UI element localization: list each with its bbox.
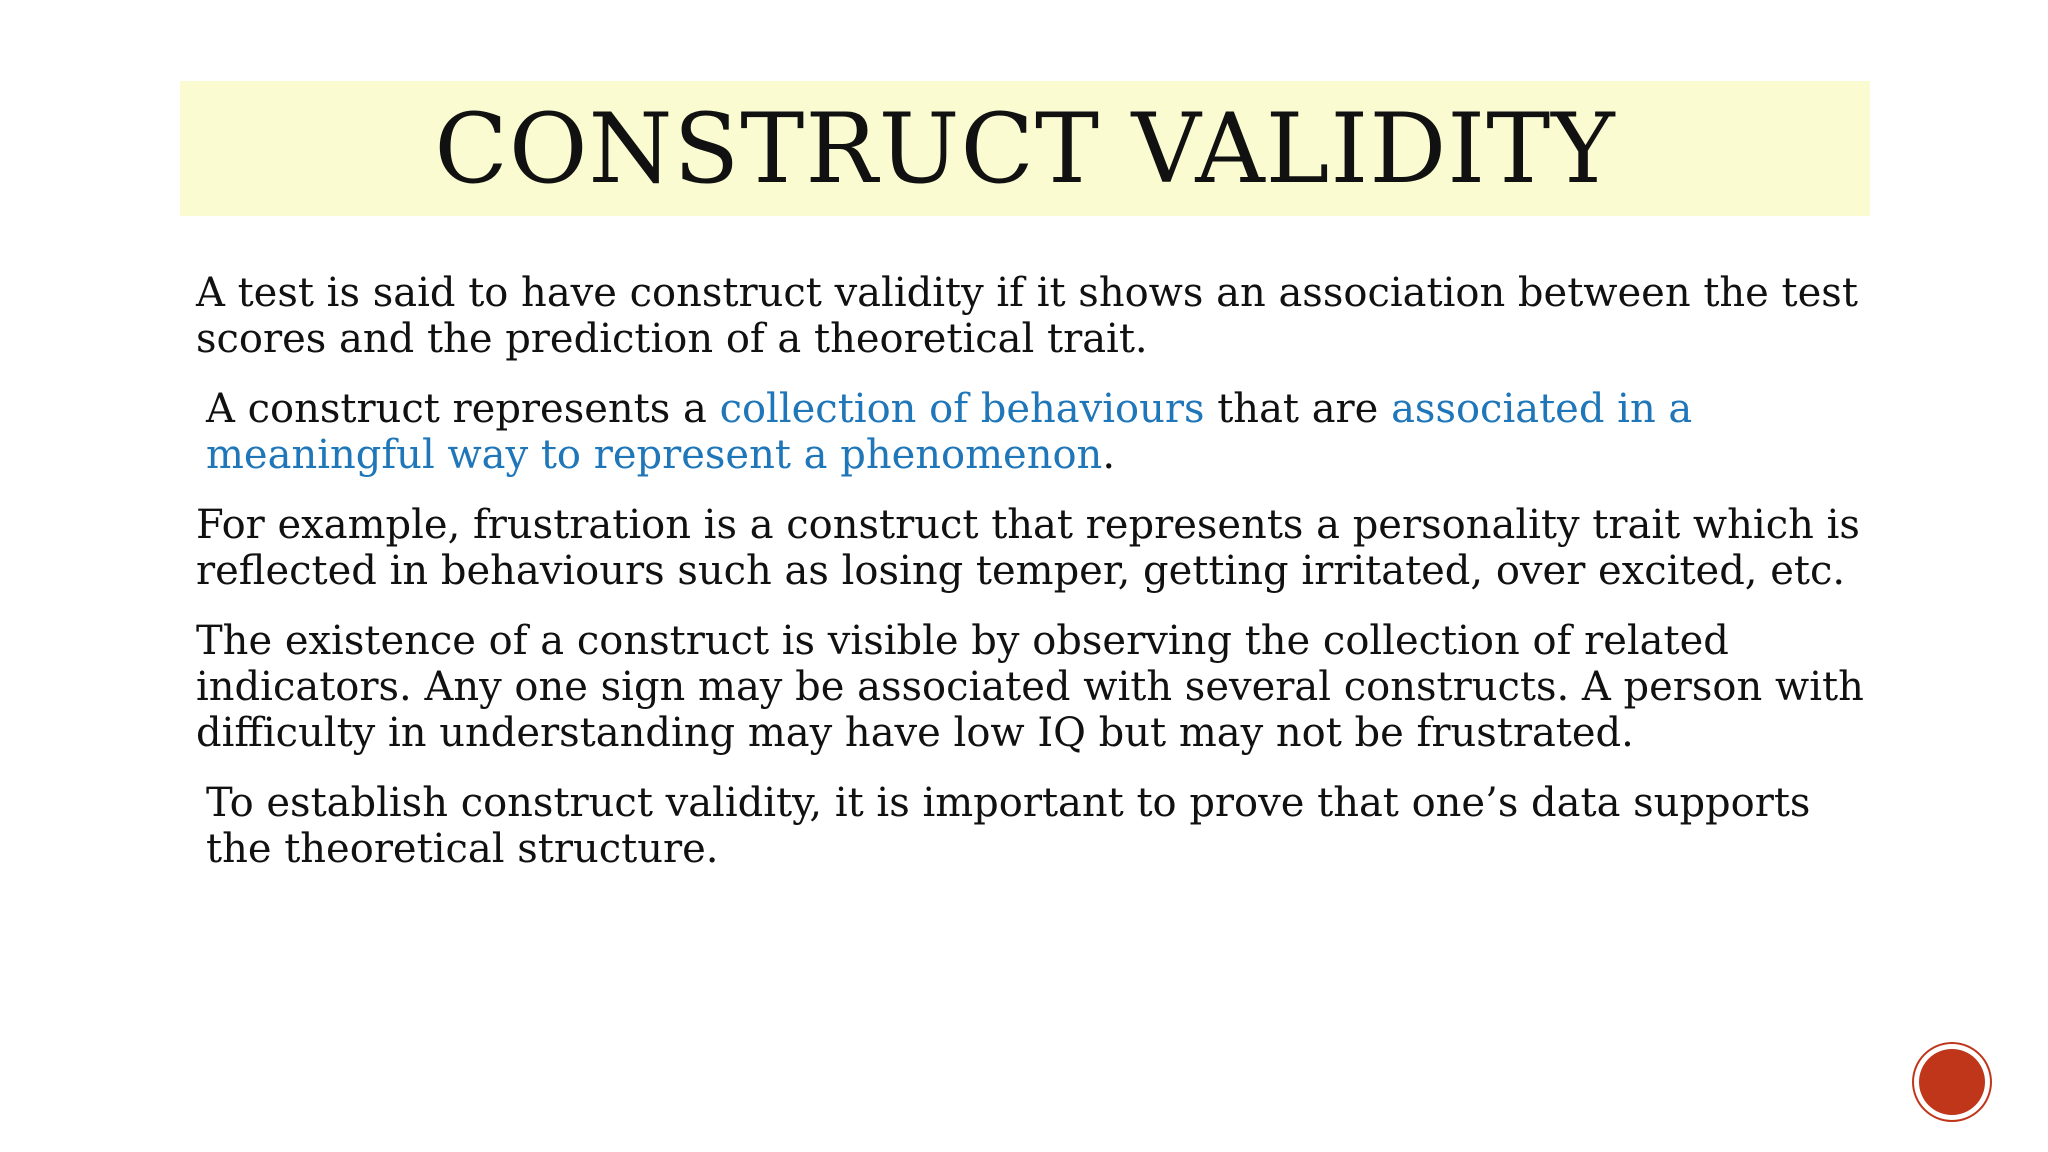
paragraph-construct-text: A construct represents a: [206, 386, 720, 432]
paragraph-establish: To establish construct validity, it is important to prove that one’s data supports the theoretical structure.: [206, 780, 1811, 872]
paragraph-construct-period: .: [1102, 432, 1116, 478]
next-slide-button[interactable]: [1914, 1044, 1990, 1120]
paragraph-definition: A test is said to have construct validity if it shows an association between the test scores and the prediction of a theoretical trait.: [196, 270, 1858, 362]
paragraph-construct-text: that are: [1204, 386, 1392, 432]
title-band: [180, 81, 1870, 216]
paragraph-construct: [196, 386, 1886, 478]
highlight-meaningful-phenomenon: associated in a meaningful way to represent a phenomenon: [206, 386, 1693, 478]
paragraph-existence: The existence of a construct is visible by observing the collection of related indicators. Any one sign may be associated with several constructs. A person with difficulty in understanding may have low IQ but may not be frustrated.: [196, 618, 1864, 756]
slide-title: CONSTRUCT VALIDITY: [434, 92, 1616, 205]
circle-nav-icon: [1919, 1049, 1985, 1115]
highlight-collection-of-behaviours: collection of behaviours: [719, 386, 1205, 432]
slide-body: [196, 270, 1886, 896]
paragraph-example: For example, frustration is a construct that represents a personality trait which is reflected in behaviours such as losing temper, getting irritated, over excited, etc.: [196, 502, 1860, 594]
